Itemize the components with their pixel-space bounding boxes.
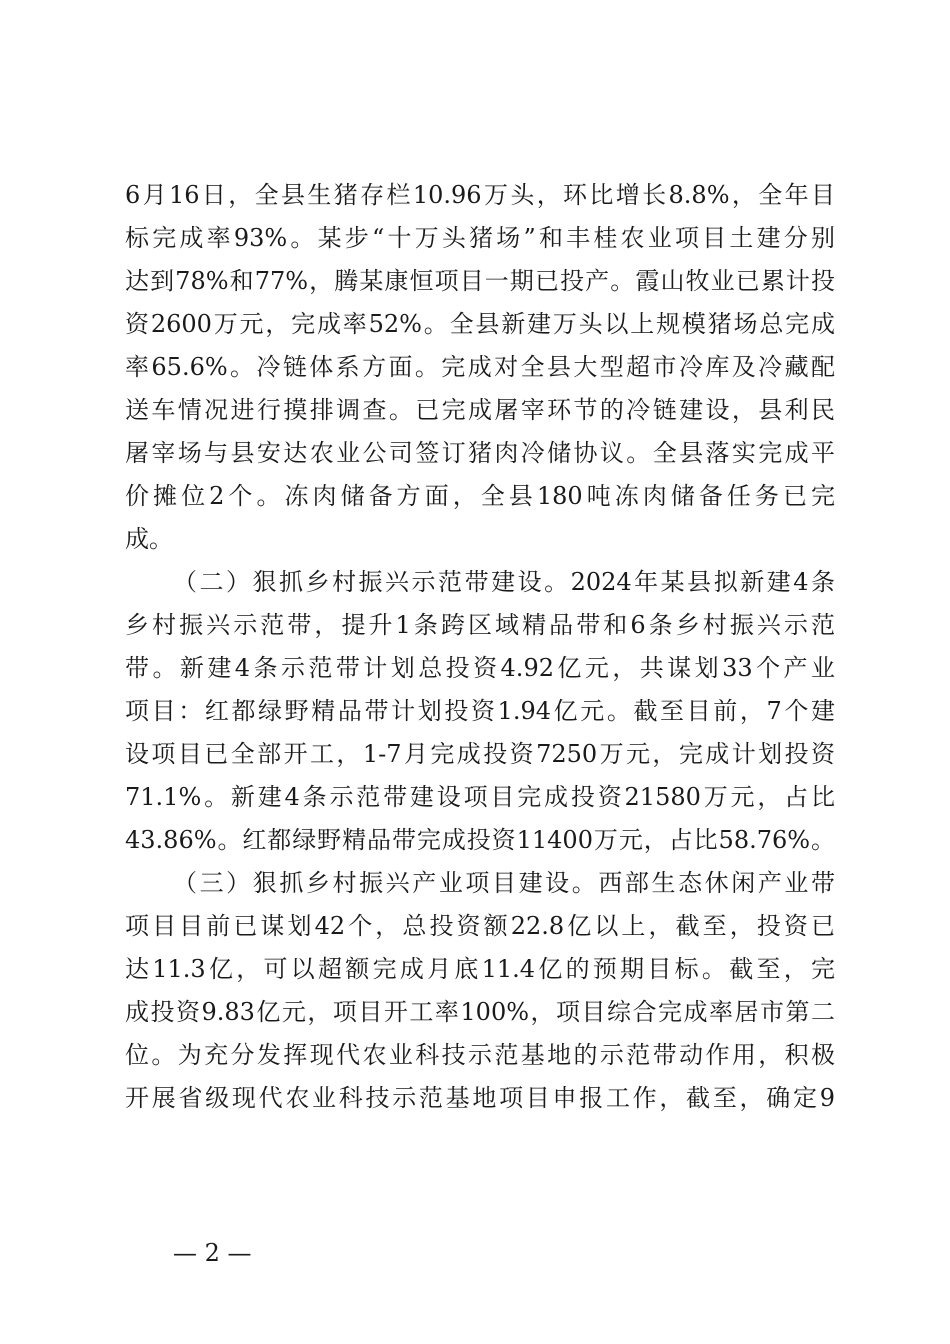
text-line: 成。	[125, 525, 173, 553]
text-line: 达11.3亿，可以超额完成月底11.4亿的预期目标。截至，完	[125, 955, 835, 983]
text-line: 资2600万元，完成率52%。全县新建万头以上规模猪场总完成	[125, 310, 835, 338]
text-line: 71.1%。新建4条示范带建设项目完成投资21580万元，占比	[125, 783, 835, 811]
text-line: 送车情况进行摸排调查。已完成屠宰环节的冷链建设，县利民	[125, 396, 835, 424]
text-line: 价摊位2个。冻肉储备方面，全县180吨冻肉储备任务已完	[125, 482, 835, 510]
text-line: 标完成率93%。某步“十万头猪场”和丰桂农业项目土建分别	[125, 224, 835, 252]
text-line: 乡村振兴示范带，提升1条跨区域精品带和6条乡村振兴示范	[125, 611, 835, 639]
text-line: 带。新建4条示范带计划总投资4.92亿元，共谋划33个产业	[125, 654, 835, 682]
text-line: 开展省级现代农业科技示范基地项目申报工作，截至，确定9	[125, 1084, 835, 1112]
text-line: 达到78%和77%，腾某康恒项目一期已投产。霞山牧业已累计投	[125, 267, 835, 295]
text-line: 屠宰场与县安达农业公司签订猪肉冷储协议。全县落实完成平	[125, 439, 835, 467]
text-line: 成投资9.83亿元，项目开工率100%，项目综合完成率居市第二	[125, 998, 835, 1026]
page-number: — 2 —	[173, 1239, 252, 1267]
text-line: 项目：红都绿野精品带计划投资1.94亿元。截至目前，7个建	[125, 697, 835, 725]
text-line: 项目目前已谋划42个，总投资额22.8亿以上，截至，投资已	[125, 912, 835, 940]
text-line: 设项目已全部开工，1-7月完成投资7250万元，完成计划投资	[125, 740, 835, 768]
section-heading-line: （三）狠抓乡村振兴产业项目建设。西部生态休闲产业带	[173, 869, 835, 897]
text-line: 位。为充分发挥现代农业科技示范基地的示范带动作用，积极	[125, 1041, 835, 1069]
text-line: 43.86%。红都绿野精品带完成投资11400万元，占比58.76%。	[125, 826, 835, 854]
section-heading-line: （二）狠抓乡村振兴示范带建设。2024年某县拟新建4条	[173, 568, 835, 596]
text-line: 6月16日，全县生猪存栏10.96万头，环比增长8.8%，全年目	[125, 181, 835, 209]
text-line: 率65.6%。冷链体系方面。完成对全县大型超市冷库及冷藏配	[125, 353, 835, 381]
